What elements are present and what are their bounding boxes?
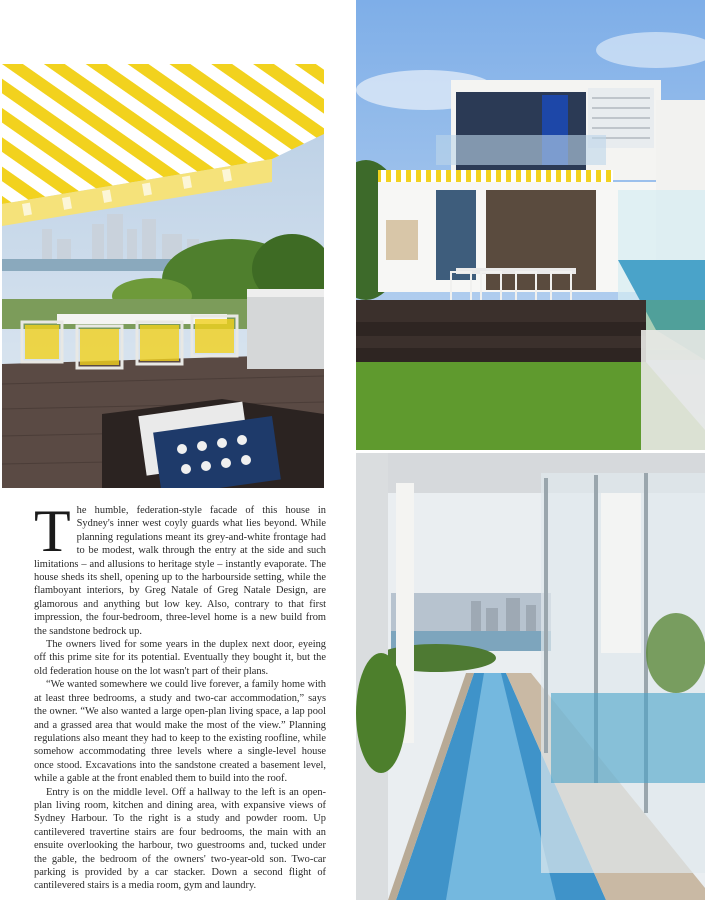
article-paragraph: The owners lived for some years in the duplex next door, eyeing off this prime site for its potential. Eventually they bought it, but the old federation house on the lot wasn't part of their plans. [34,639,326,677]
article-paragraph [34,498,326,638]
article-paragraph-text: he humble, federation-style facade of this house in Sydney's inner west coyly guards what lies beyond. While planning regulations meant its grey-and-white frontage had to be modest, walk through the entry at the side and such limitations – and allusions to heritage style – instantly evaporate. The house sheds its shell, opening up to the harbourside setting, while the flamboyant interiors, by Greg Natale of Greg Natale Design, are glamorous and anything but low key. Also, contrary to that first impression, the four-bedroom, three-level home is a new build from the sandstone bedrock up. [34,505,326,637]
house-facade-photo [356,0,705,450]
terrace-dining-photo [2,64,324,488]
article-paragraph: “We wanted somewhere we could live forever, a family home with at least three bedrooms, a study and two-car accommodation,” says the owner. “We also wanted a large open-plan living space, a lap pool and a grassed area that would make the most of the view.” Planning regulations also meant they had to keep to the existing roofline, while somehow accommodating three levels where a single-level house once stood. Excavations into the sandstone created a basement level, while a gable at the front enabled them to build into the roof. [34,679,326,785]
article-body [34,498,326,893]
article-paragraph: Entry is on the middle level. Off a hallway to the left is an open-plan living room, kitchen and dining area, with expansive views of Sydney Harbour. To the right is a study and powder room. Up cantilevered travertine stairs are four bedrooms, the main with an ensuite overlooking the harbour, two guestrooms and, tucked under the gable, the bedroom of the owners' two-year-old son. Two-car parking is provided by a car stacker. Down a second flight of cantilevered stairs is a media room, gym and laundry. [34,786,326,892]
drop-cap: T [34,498,71,564]
lap-pool-photo [356,453,705,900]
